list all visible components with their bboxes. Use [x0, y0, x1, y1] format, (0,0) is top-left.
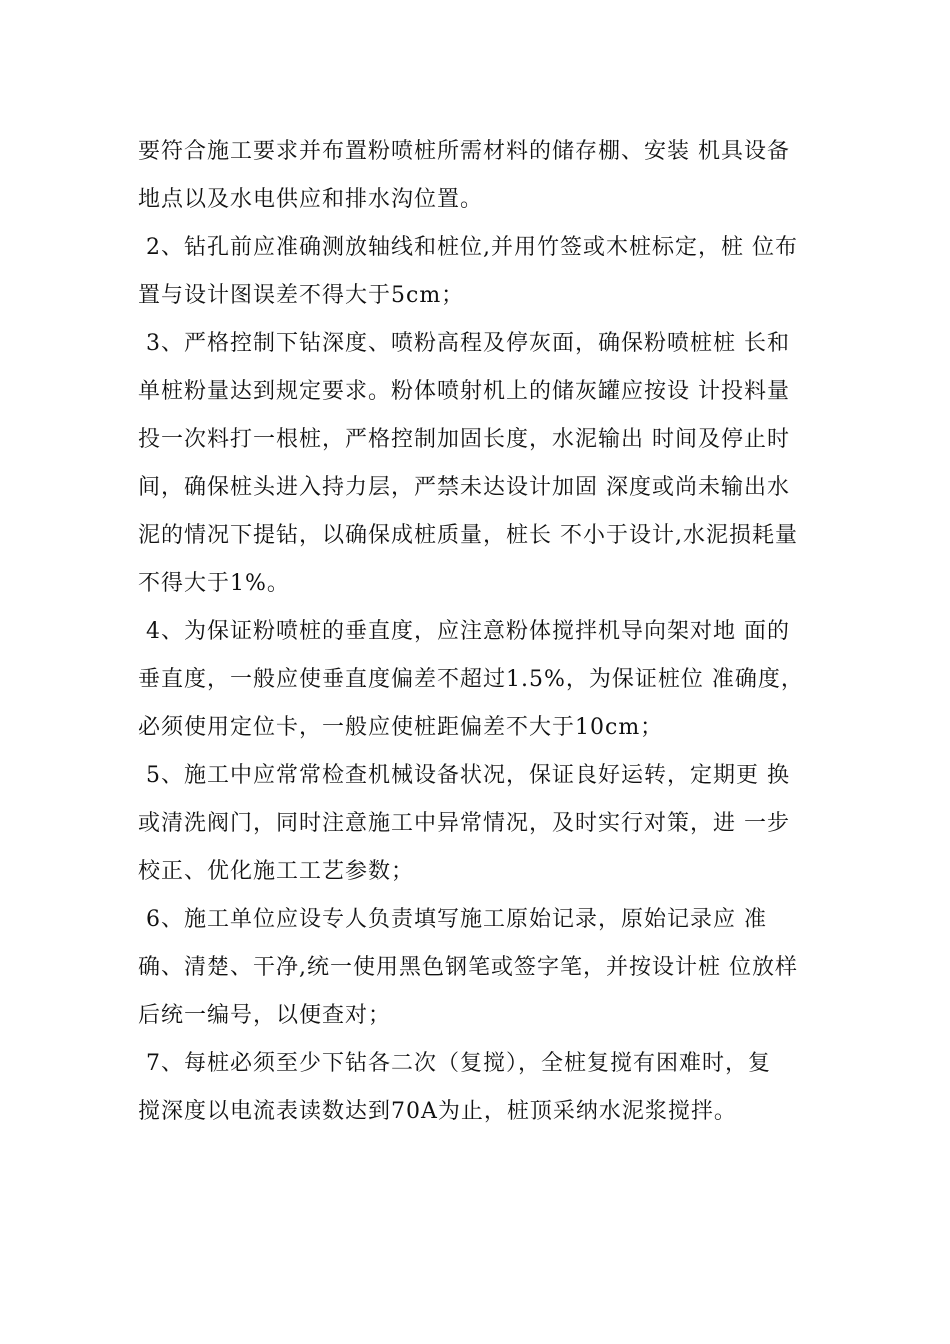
text-line: 4、为保证粉喷桩的垂直度，应注意粉体搅拌机导向架对地 面的 — [138, 619, 790, 644]
text-line: 2、钻孔前应准确测放轴线和桩位,并用竹签或木桩标定，桩 位布 — [138, 235, 798, 260]
text-line: 3、严格控制下钻深度、喷粉高程及停灰面，确保粉喷桩桩 长和 — [138, 331, 790, 356]
text-line: 不得大于1%。 — [138, 571, 290, 596]
text-line: 置与设计图误差不得大于5cm； — [138, 283, 465, 308]
text-line: 6、施工单位应设专人负责填写施工原始记录，原始记录应 准 — [138, 907, 767, 932]
text-line: 7、每桩必须至少下钻各二次（复搅），全桩复搅有困难时，复 — [138, 1051, 771, 1076]
text-line: 搅深度以电流表读数达到70A为止，桩顶采纳水泥浆搅拌。 — [138, 1099, 737, 1124]
text-line: 确、清楚、干净,统一使用黑色钢笔或签字笔，并按设计桩 位放样 — [138, 955, 798, 980]
text-line: 泥的情况下提钻，以确保成桩质量，桩长 不小于设计,水泥损耗量 — [138, 523, 798, 548]
text-line: 校正、优化施工工艺参数； — [138, 859, 415, 884]
document-body — [138, 128, 838, 1136]
text-line: 地点以及水电供应和排水沟位置。 — [138, 187, 484, 212]
text-line: 间，确保桩头进入持力层，严禁未达设计加固 深度或尚未输出水 — [138, 475, 790, 500]
text-line: 后统一编号，以便查对； — [138, 1003, 392, 1028]
text-line: 或清洗阀门，同时注意施工中异常情况，及时实行对策，进 一步 — [138, 811, 790, 836]
text-line: 要符合施工要求并布置粉喷桩所需材料的储存棚、安装 机具设备 — [138, 139, 790, 164]
text-line: 垂直度，一般应使垂直度偏差不超过1.5%，为保证桩位 准确度， — [138, 667, 804, 692]
text-line: 投一次料打一根桩，严格控制加固长度，水泥输出 时间及停止时 — [138, 427, 790, 452]
text-line: 5、施工中应常常检查机械设备状况，保证良好运转，定期更 换 — [138, 763, 790, 788]
text-line: 必须使用定位卡，一般应使桩距偏差不大于10cm； — [138, 715, 664, 740]
text-line: 单桩粉量达到规定要求。粉体喷射机上的储灰罐应按设 计投料量 — [138, 379, 790, 404]
